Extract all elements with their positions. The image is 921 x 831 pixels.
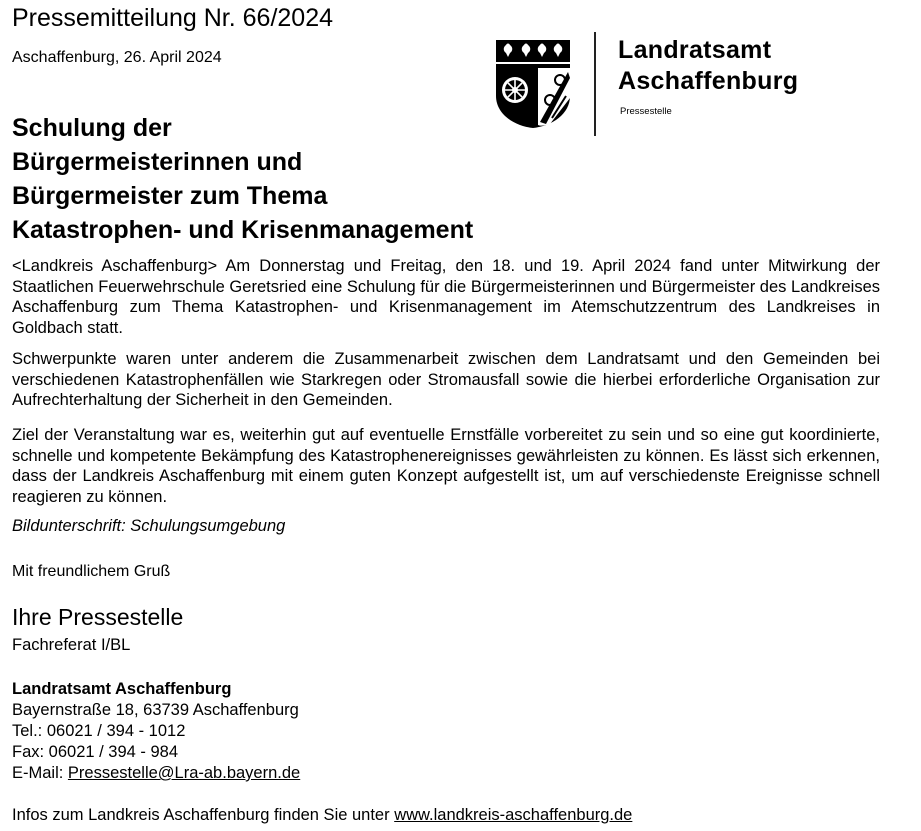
headline-line4: Katastrophen- und Krisenmanagement — [12, 216, 474, 244]
infos-line — [12, 806, 632, 825]
website-link[interactable]: www.landkreis-aschaffenburg.de — [394, 806, 633, 824]
signature: Ihre Pressestelle — [12, 604, 184, 630]
image-caption: Bildunterschrift: Schulungsumgebung — [12, 517, 286, 535]
greeting: Mit freundlichem Gruß — [12, 563, 171, 580]
body-paragraph-2: Schwerpunkte waren unter anderem die Zusammenarbeit zwischen dem Landratsamt und den Gemeinden bei verschiedenen Katastrophenfällen wie Starkregen oder Stromausfall sowie die hierbei erforderliche Organisation zur Aufrechterhaltung der Sicherheit in den Gemeinden. — [12, 350, 880, 409]
body-paragraph-3: Ziel der Veranstaltung war es, weiterhin gut auf eventuelle Ernstfälle vorbereitet zu sein und so eine gut koordinierte, schnelle und kompetente Bekämpfung des Katastrophenereignisses gewährleisten zu können. Es lässt sich erkennen, dass der Landkreis Aschaffenburg mit einem guten Konzept aufgestellt ist, um auf verschiedenste Ereignisse schnell reagieren zu können. — [12, 426, 880, 506]
contact-fax: Fax: 06021 / 394 - 984 — [12, 743, 179, 761]
contact-org: Landratsamt Aschaffenburg — [12, 680, 232, 698]
headline-line3: Bürgermeister zum Thema — [12, 182, 328, 210]
landratsamt-logo — [494, 32, 854, 138]
contact-address: Bayernstraße 18, 63739 Aschaffenburg — [12, 701, 299, 719]
coat-of-arms-icon — [494, 38, 572, 130]
contact-email-label: E-Mail: — [12, 764, 68, 782]
body-paragraph-1: <Landkreis Aschaffenburg> Am Donnerstag und Freitag, den 18. und 19. April 2024 fand unter Mitwirkung der Staatlichen Feuerwehrschule Geretsried eine Schulung für die Bürgermeisterinnen und Bürgermeister des Landkreises Aschaffenburg zum Thema Katastrophen- und Krisenmanagement im Atemschutzzentrum des Landkreises in Goldbach statt. — [12, 257, 880, 337]
contact-tel: Tel.: 06021 / 394 - 1012 — [12, 722, 186, 740]
department: Fachreferat I/BL — [12, 636, 131, 654]
logo-org-name — [618, 35, 798, 97]
press-release-number: Pressemitteilung Nr. 66/2024 — [12, 4, 334, 32]
release-date: Aschaffenburg, 26. April 2024 — [12, 49, 222, 66]
logo-name-line2: Aschaffenburg — [618, 67, 799, 95]
contact-block — [12, 679, 300, 784]
headline-line1: Schulung der — [12, 114, 172, 142]
infos-prefix: Infos zum Landkreis Aschaffenburg finden Sie unter — [12, 806, 395, 824]
headline — [12, 111, 473, 247]
logo-subtitle: Pressestelle — [620, 106, 672, 117]
logo-divider — [594, 32, 596, 136]
contact-email-link[interactable]: Pressestelle@Lra-ab.bayern.de — [67, 764, 301, 782]
headline-line2: Bürgermeisterinnen und — [12, 148, 303, 176]
contact-email-row — [12, 763, 300, 784]
logo-name-line1: Landratsamt — [618, 36, 772, 64]
